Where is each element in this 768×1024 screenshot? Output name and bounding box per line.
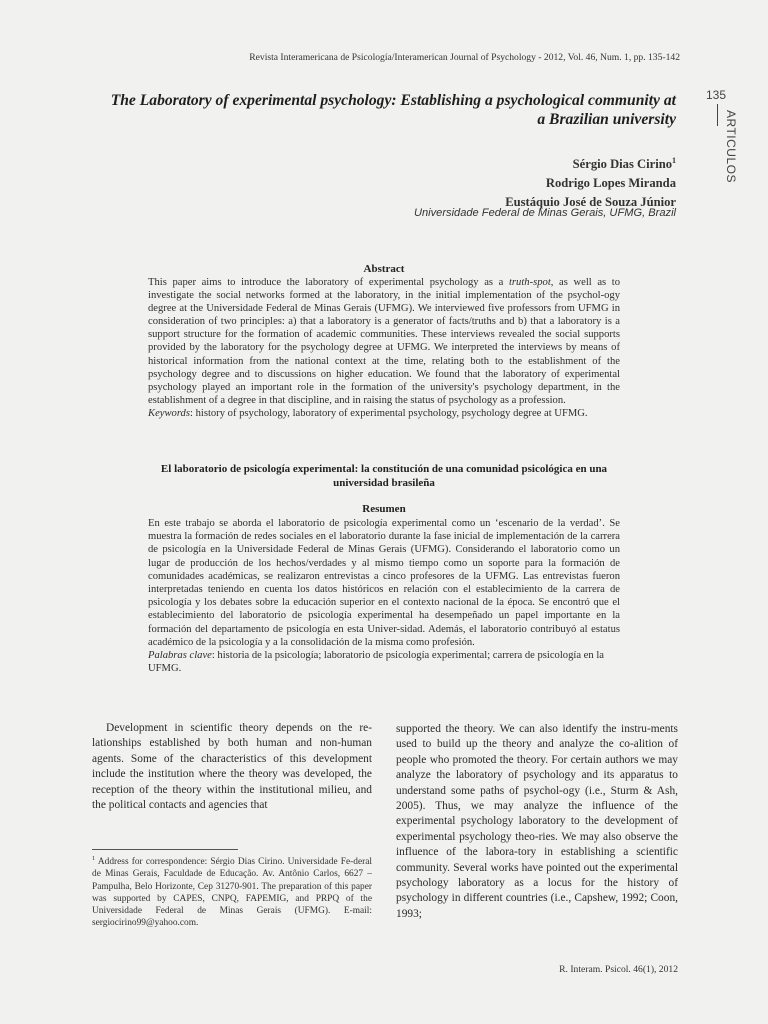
page-footer: R. Interam. Psicol. 46(1), 2012 <box>559 964 678 975</box>
footnote: $^1$ Address for correspondence: Sérgio Dias Cirino. Universidade Fe-deral de Minas Gerais, Faculdade de Educação. Av. Antônio Carlos, 6627 – Pampulha, Belo Horizonte, Cep 31270-901. The preparation of this paper was supported by CAPES, CNPQ, FAPEMIG, and PRPQ of the Universidade Federal de Minas Gerais (UFMG). E-mail: sergiocirino99@yahoo.com. <box>92 855 372 929</box>
keywords: Keywords: history of psychology, laboratory of experimental psychology, psychology degree at UFMG. <box>148 407 588 419</box>
section-label: ARTICULOS <box>724 110 738 183</box>
sidebar-divider <box>717 104 718 126</box>
resumen-text: En este trabajo se aborda el laboratorio de psicología experimental como un ‘escenario de la verdad’. Se muestra la formación de redes sociales en el laboratorio durante la fase inicial de implementación de la carrera de psicología en la Universidade Federal de Minas Gerais (UFMG). Considerando el laboratorio como un lugar de producción de los hechos/verdades y al mismo tiempo como un soporte para la formación de comunidades académicas, se realizaron entrevistas a cinco profesores de la UFMG. Las entrevistas fueron interpretadas teniendo en cuenta los datos históricos en relación con el establecimiento de la carrera de psicología y los debates sobre la educación superior en el contexto nacional de la época. Se encontró que el establecimiento del laboratorio de psicología experimental ha desempeñado un papel importante en la formación del departamento de psicología en esta Univer-sidad. Además, el laboratorio contribuyó al estatus académico de la psicología y a la consolidación de la misma como profesión. Palabras clave: historia de la psicología; laboratorio de psicología experimental; carrera de psicología en la UFMG. <box>148 518 620 675</box>
footnote-marker: 1 <box>92 855 96 862</box>
keywords-label: Keywords <box>148 407 190 419</box>
palabras-clave: Palabras clave: historia de la psicología; laboratorio de psicología experimental; carrera de psicología en la UFMG. <box>148 650 604 675</box>
footnote-divider <box>92 849 238 850</box>
footnote-marker: 1 <box>672 156 676 165</box>
article-title: The Laboratory of experimental psychology: Establishing a psychological community at a Brazilian university <box>110 92 676 128</box>
palabras-clave-label: Palabras clave <box>148 650 212 662</box>
author-list <box>300 151 676 212</box>
abstract-text: This paper aims to introduce the laboratory of experimental psychology as a truth-spot, as well as to investigate the social networks formed at the laboratory, in the initial implementation of the psychol-ogy degree at the Universidade Federal de Minas Gerais (UFMG). We interviewed five professors from UFMG in consideration of two principles: a) that a laboratory is a generator of facts/truths and b) that a laboratory is a support structure for the formation of academic communities. These interviews revealed the social supports provided by the laboratory for the psychology degree at UFMG. We interpreted the interviews by means of historical information from the national context at the time, relating both to the establishment of the psychology degree and to discussions on higher education. We found that the laboratory of experimental psychology played an important role in the formation of the university's psychology department, in the establishment of a degree in that discipline, and in raising the status of psychology as a profession. Keywords: history of psychology, laboratory of experimental psychology, psychology degree at UFMG. <box>148 277 620 419</box>
spanish-title: El laboratorio de psicología experimental: la constitución de una comunidad psicológica en una universidad brasileña <box>160 463 608 489</box>
author-name: Eustáquio José de Souza Júnior <box>505 195 676 210</box>
page-number: 135 <box>706 88 727 102</box>
abstract-heading: Abstract <box>363 263 405 275</box>
body-column-left: Development in scientific theory depends on the re-lationships established by both human and non-human agents. Some of the characteristics of this development include the institution where the theory was developed, the reception of the theory within the institutional milieu, and the political contacts and agencies that <box>92 722 372 812</box>
author-name: Rodrigo Lopes Miranda <box>545 176 676 191</box>
journal-header: Revista Interamericana de Psicología/Interamerican Journal of Psychology - 2012, Vol. 46, Num. 1, pp. 135-142 <box>249 52 680 63</box>
author-name: Sérgio Dias Cirino$^1$ <box>572 156 676 172</box>
affiliation: Universidade Federal de Minas Gerais, UFMG, Brazil <box>413 207 676 219</box>
resumen-heading: Resumen <box>362 503 406 515</box>
body-column-right: supported the theory. We can also identify the instru-ments used to build up the theory and analyze the co-alition of people who promoted the theory. For certain authors we may analyze the laboratory of psychology and its apparatus to understand some paths of psychol-ogy (i.e., Sturm & Ash, 2005). Thus, we may analyze the influence of the experimental psychology laboratory to the development of experimental psychology theo-ries. We may also observe the influence of the labora-tory in establishing a scientific community. Several works have pointed out the experimental psychology laboratory as a locus for the history of psychology in different countries (i.e., Capshew, 1992; Coon, 1993; <box>396 723 678 920</box>
emphasis: truth-spot <box>508 277 551 288</box>
